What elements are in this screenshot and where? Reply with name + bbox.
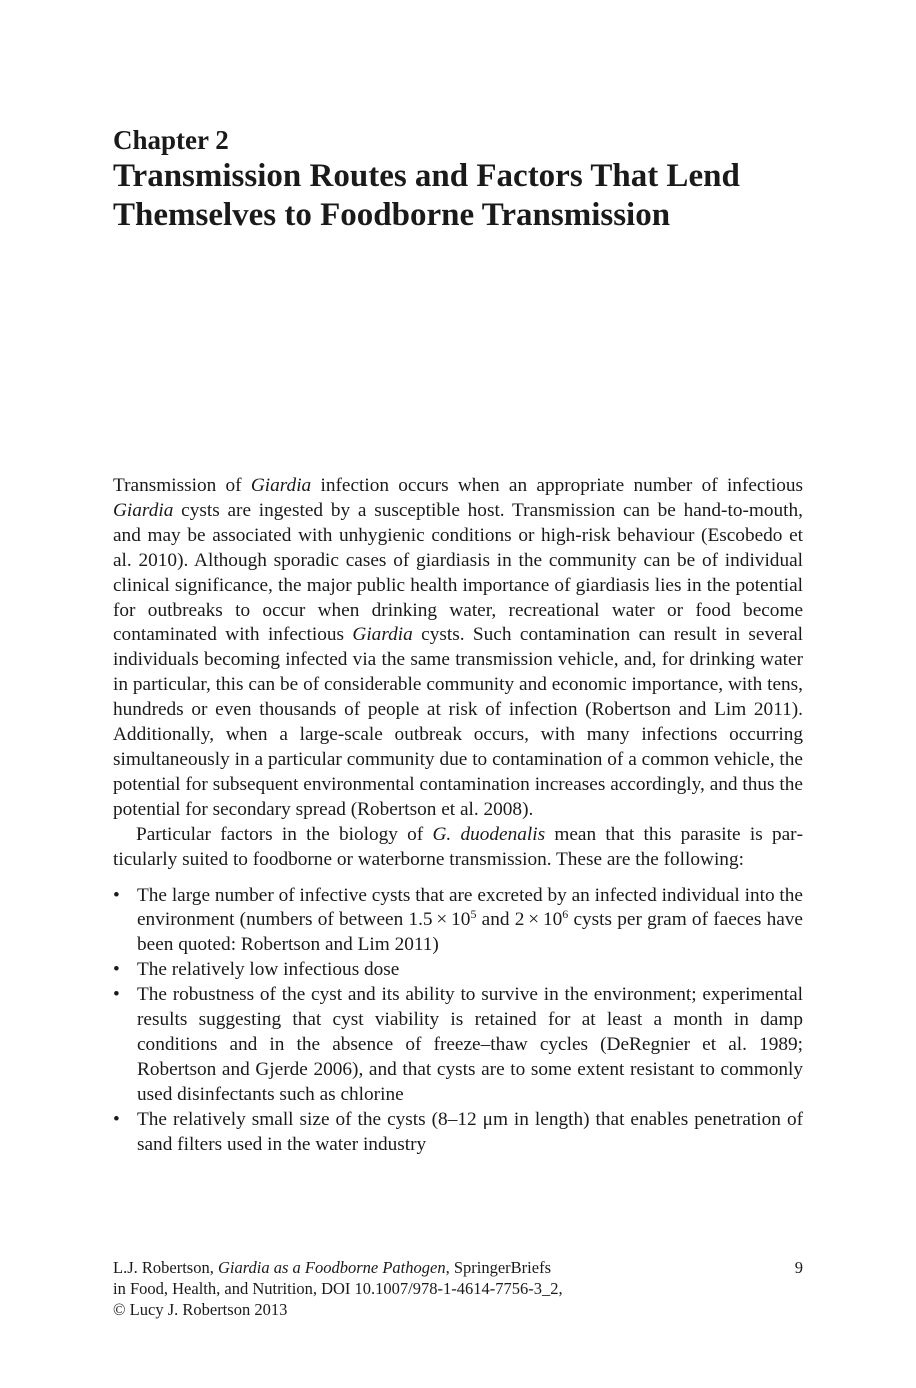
page-number: 9 [794,1258,803,1277]
bullet-mark: • [113,884,120,906]
superscript: 6 [562,907,569,922]
text-run: infection occurs when an appropriate number of infectious [311,475,803,496]
list-item [113,958,803,983]
text-run: cysts per gram of faeces have been quoted: Robertson and Lim 2011) [137,909,803,956]
italic-term: Giardia [113,499,174,521]
text-run: and 2 × 10 [476,909,563,931]
text-run: The robustness of the cyst and its ability to survive in the environment; experimental results suggesting that cyst viability is retained for at least a month in damp conditions and in the absence of freeze–thaw cycles (DeRegnier et al. 1989; Robertson and Gjerde 2006), and that cysts are to some extent resistant to commonly used disinfectants such as chlorine [137,984,803,1105]
text-run: Transmission of [113,475,251,496]
page-footer [113,1257,803,1320]
citation-line-2: in Food, Health, and Nutrition, DOI 10.1007/978-1-4614-7756-3_2, [113,1279,563,1298]
paragraph-1 [113,474,803,823]
citation-line-1 [113,1257,803,1278]
text-run: cysts. Such contamination can result in several individuals becoming infected via the same transmission vehicle, and, for drinking water in particular, this can be of considerable community and economic importance, with tens, hundreds or even thousands of people at risk of infection (Robertson and Lim 2011). Additionally, when a large-scale outbreak occurs, with many infections occurring simultaneously in a particular community due to contamination of a common vehicle, the potential for subsequent environmental contamination increases accordingly, and thus the potential for secondary spread (Robertson et al. 2008). [113,624,803,820]
chapter-title: Transmission Routes and Factors That Lend Themselves to Foodborne Transmission [113,158,740,233]
body-text [113,474,803,1157]
list-item [113,983,803,1108]
text-run: The large number of infective cysts that are excreted by an infected individual into the environment (numbers of between 1.5 × 10 [137,884,803,931]
factor-list [113,884,803,1158]
italic-term: G. duodenalis [432,823,546,845]
text-run: Particular factors in the biology of [136,823,433,845]
bullet-mark: • [113,1108,120,1130]
book-title: Giardia as a Foodborne Pathogen [217,1258,446,1277]
text-run: mean that this parasite is particularly suited to foodborne or waterborne transmission. These are the following: [113,823,803,870]
italic-term: Giardia [250,475,312,496]
list-item [113,1108,803,1158]
superscript: 5 [470,907,477,922]
chapter-label: Chapter 2 [113,125,229,155]
italic-term: Giardia [352,624,413,646]
text-run: L.J. Robertson, [113,1258,218,1277]
paragraph-2 [113,823,803,873]
text-run: cysts are ingested by a susceptible host. Transmission can be hand-to-mouth, and may be associated with unhygienic conditions or high-risk behaviour (Escobedo et al. 2010). Although sporadic cases of giardiasis in the community can be of individual clinical significance, the major public health importance of giardiasis lies in the potential for outbreaks to occur when drinking water, recreational water or food become contaminated with infectious [113,499,803,646]
text-run: The relatively low infectious dose [137,959,400,981]
citation-line-3: © Lucy J. Robertson 2013 [113,1300,288,1319]
bullet-mark: • [113,959,120,981]
list-item [113,884,803,959]
text-run: , SpringerBriefs [445,1258,551,1277]
text-run: The relatively small size of the cysts (8–12 μm in length) that enables penetration of sand filters used in the water industry [137,1108,803,1155]
bullet-mark: • [113,984,120,1006]
